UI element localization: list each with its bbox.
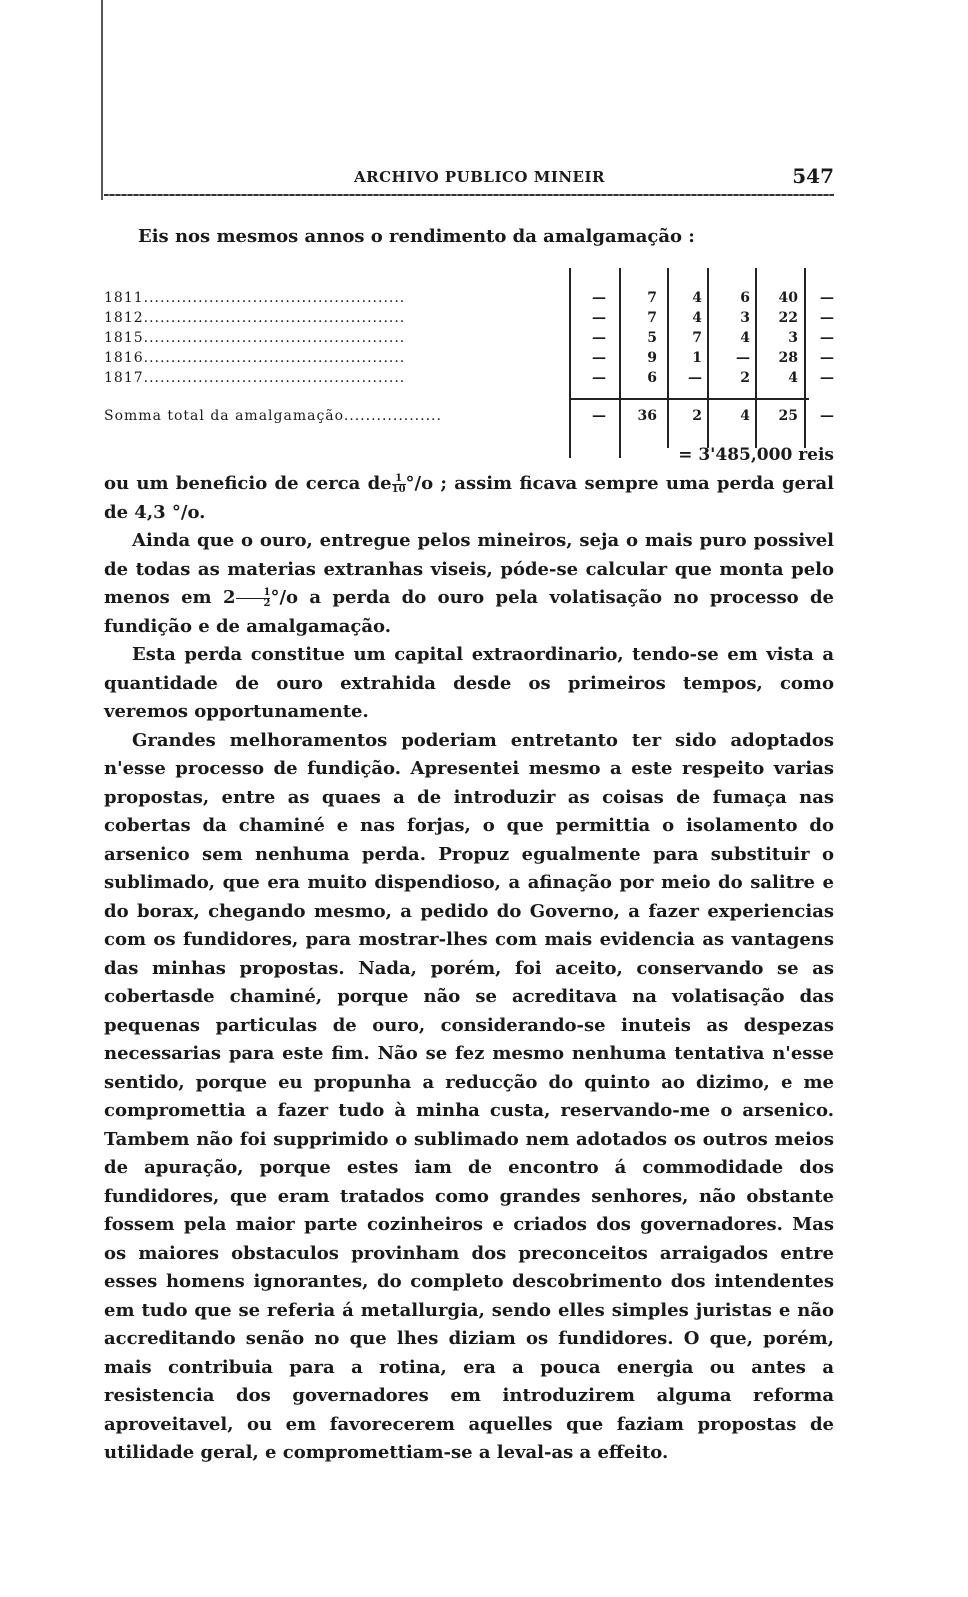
total-label: Somma total da amalgamação.................. [104, 408, 442, 424]
cell: — [820, 370, 834, 386]
cell: 9 [647, 350, 657, 366]
cell: 36 [637, 408, 657, 424]
cell: 4 [788, 370, 798, 386]
cell: — [592, 370, 606, 386]
fraction [236, 588, 271, 609]
cell: — [592, 408, 606, 424]
cell: 22 [778, 310, 798, 326]
cell: 3 [740, 310, 750, 326]
body-text [104, 470, 834, 1468]
cell: — [820, 350, 834, 366]
cell: 6 [740, 290, 750, 306]
cell: — [820, 330, 834, 346]
cell: — [592, 330, 606, 346]
margin-rule [101, 0, 103, 200]
table-row [104, 310, 836, 330]
row-year: 1812................................................ [104, 310, 406, 326]
page-header [104, 164, 834, 196]
paragraph [104, 470, 834, 527]
table-total-row [104, 408, 836, 428]
cell: — [592, 310, 606, 326]
fraction-den: 10 [391, 483, 406, 495]
total-result: = 3'485,000 reis [678, 445, 834, 465]
table-row [104, 370, 836, 390]
fraction-den: 2 [263, 597, 271, 609]
cell: — [820, 408, 834, 424]
table-row [104, 290, 836, 310]
cell: — [820, 290, 834, 306]
page-number: 547 [792, 164, 834, 188]
cell: 25 [778, 408, 798, 424]
cell: — [592, 350, 606, 366]
fraction-num: 1 [392, 474, 406, 485]
cell: 4 [692, 290, 702, 306]
paragraph: Grandes melhoramentos poderiam entretanto ter sido adoptados n'esse processo de fundição. Apresentei mesmo a este respeito varias propostas, entre as quaes a de introduzir as coisas de fumaça nas cobertas da chaminé e nas forjas, o que permittia o isolamento do arsenico sem nenhuma perda. Propuz egualmente para substituir o sublimado, que era muito dispendioso, a afinação por meio do salitre e do borax, chegando mesmo, a pedido do Governo, a fazer experiencias com os fundidores, para mostrar-lhes com mais evidencia as vantagens das minhas propostas. Nada, porém, foi aceito, conservando se as cobertasde chaminé, porque não se acreditava na volatisação das pequenas particulas de ouro, considerando-se inuteis as despezas necessarias para este fim. Não se fez mesmo nenhuma tentativa n'esse sentido, porque eu propunha a reducção do quinto ao dizimo, e me compromettia a fazer tudo à minha custa, reservando-me o arsenico. Tambem não foi supprimido o sublimado nem adotados os outros meios de apuração, porque estes iam de encontro á commodidade dos fundidores, que eram tratados como grandes senhores, não obstante fossem pela maior parte cozinheiros e criados dos governadores. Mas os maiores obstaculos provinham dos preconceitos arraigados entre esses homens ignorantes, do completo descobrimento dos intendentes em tudo que se referia á metallurgia, sendo elles simples juristas e não accreditando senão no que lhes diziam os fundidores. O que, porém, mais contribuia para a rotina, era a pouca energia ou antes a resistencia dos governadores em introduzirem alguma reforma aproveitavel, ou em favorecerem aquelles que faziam propostas de utilidade geral, e compromettiam-se a leval-as a effeito. [104, 729, 834, 1463]
row-year: 1816................................................ [104, 350, 406, 366]
header-rule [104, 194, 834, 196]
cell: 40 [778, 290, 798, 306]
text-run: °/o ; assim ficava sempre uma perda geral de 4,3 °/o. [104, 473, 834, 523]
cell: 1 [692, 350, 702, 366]
table-row [104, 330, 836, 350]
table-row [104, 350, 836, 370]
cell: 7 [647, 310, 657, 326]
fraction [392, 474, 406, 495]
intro-line: Eis nos mesmos annos o rendimento da amalgamação : [138, 226, 695, 247]
fraction-num: 1 [236, 588, 271, 599]
text-run: °/o a perda do ouro pela volatisação no processo de fundição e de amalgamação. [104, 587, 835, 637]
text-run: Ainda que o ouro, entregue pelos mineiros, seja o mais puro possivel de todas as materias extranhas viseis, póde-se calcular que monta pelo menos em 2 [104, 530, 834, 608]
cell: 4 [740, 330, 750, 346]
cell: 2 [740, 370, 750, 386]
cell: 4 [692, 310, 702, 326]
row-year: 1811................................................ [104, 290, 406, 306]
paragraph [104, 527, 834, 641]
cell: 3 [788, 330, 798, 346]
cell: 4 [740, 408, 750, 424]
amalgamation-table [104, 268, 836, 458]
cell: — [736, 350, 750, 366]
running-title: ARCHIVO PUBLICO MINEIR [354, 168, 605, 186]
row-year: 1817................................................ [104, 370, 406, 386]
cell: — [688, 370, 702, 386]
paragraph: Esta perda constitue um capital extraordinario, tendo-se em vista a quantidade de ouro extrahida desde os primeiros tempos, como veremos opportunamente. [104, 644, 834, 722]
cell: — [820, 310, 834, 326]
cell: 2 [692, 408, 702, 424]
text-run: ou um beneficio de cerca de [104, 473, 392, 494]
cell: 28 [778, 350, 798, 366]
row-year: 1815................................................ [104, 330, 406, 346]
cell: 7 [692, 330, 702, 346]
cell: 7 [647, 290, 657, 306]
cell: 6 [647, 370, 657, 386]
table-sum-rule [569, 398, 809, 400]
cell: 5 [647, 330, 657, 346]
cell: — [592, 290, 606, 306]
